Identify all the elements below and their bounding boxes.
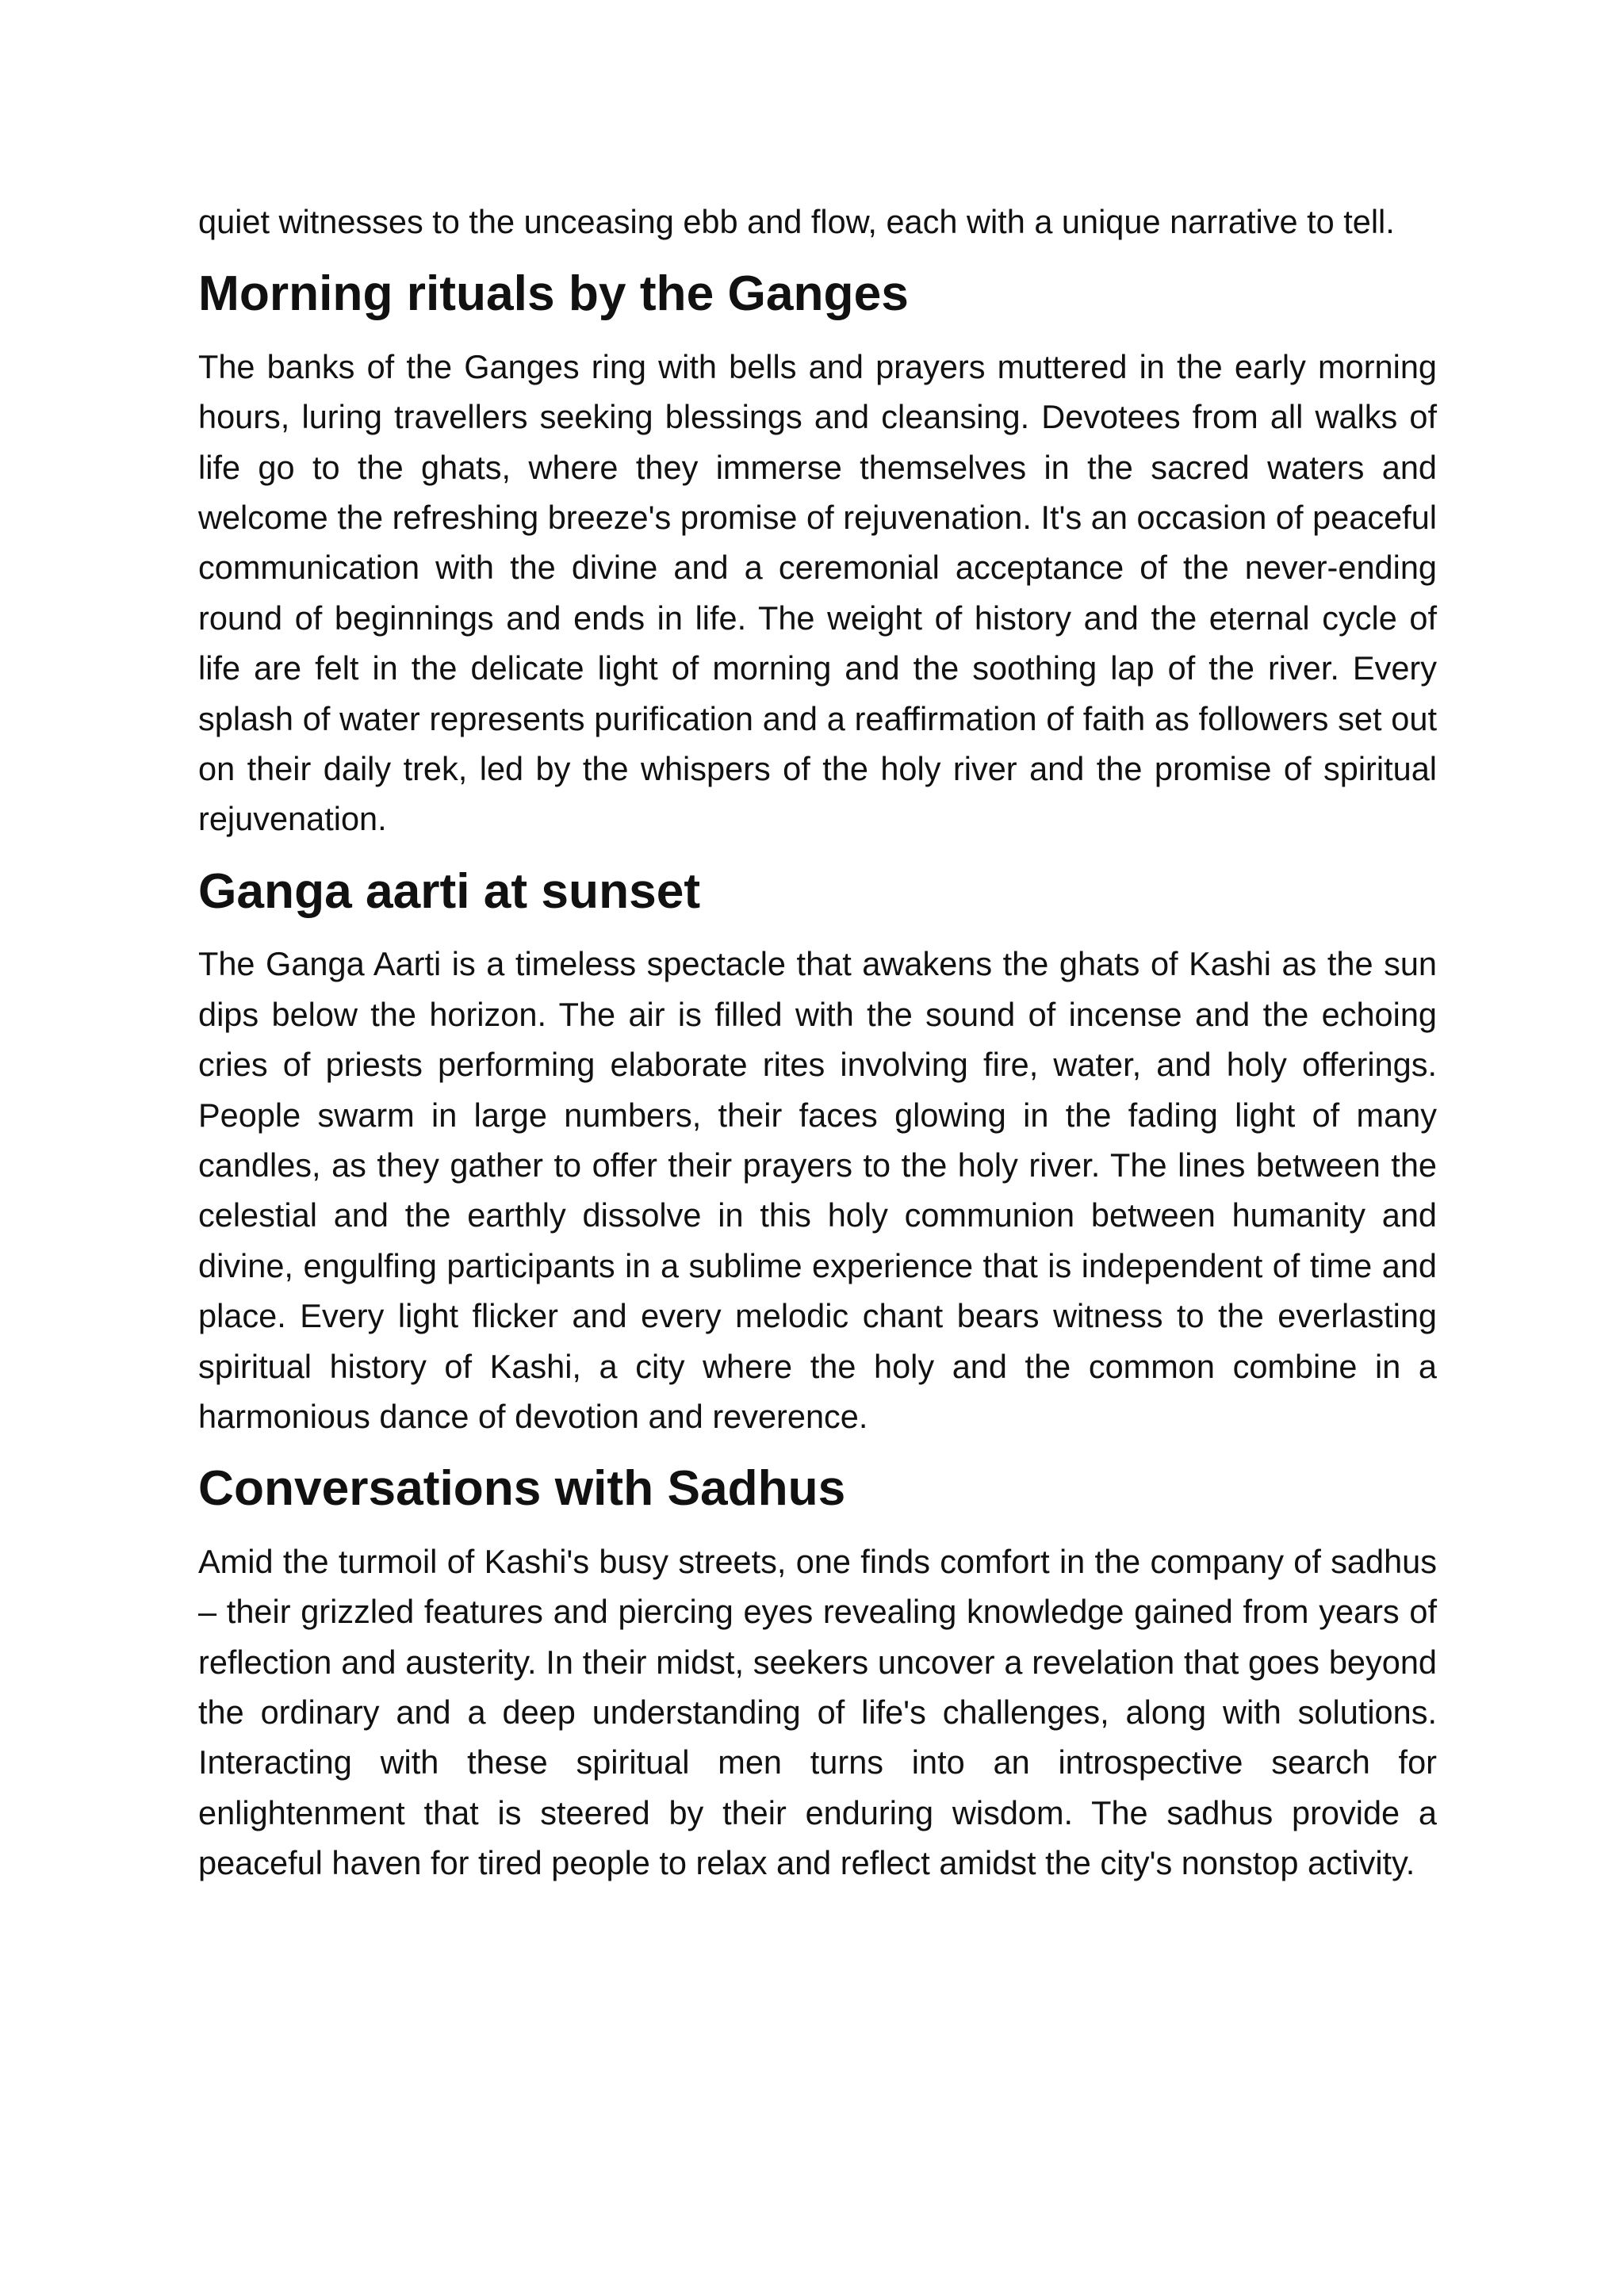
- section-heading-ganga-aarti: Ganga aarti at sunset: [198, 863, 701, 919]
- section-body-ganga-aarti: The Ganga Aarti is a timeless spectacle that awakens the ghats of Kashi as the sun dips below the horizon. The air is filled with the sound of incense and the echoing cries of priests performing elaborate rites involving fire, water, and holy offerings. People swarm in large numbers, their faces glowing in the fading light of many candles, as they gather to offer their prayers to the holy river. The lines between the celestial and the earthly dissolve in this holy communion between humanity and divine, engulfing participants in a sublime experience that is independent of time and place. Every light flicker and every melodic chant bears witness to the everlasting spiritual history of Kashi, a city where the holy and the common combine in a harmonious dance of devotion and reverence.: [198, 945, 1437, 1435]
- continuation-paragraph: quiet witnesses to the unceasing ebb and flow, each with a unique narrative to tell.: [198, 203, 1395, 240]
- section-body-sadhus: Amid the turmoil of Kashi's busy streets, one finds comfort in the company of sadhus – their grizzled features and piercing eyes revealing knowledge gained from years of reflection and austerity. In their midst, seekers uncover a revelation that goes beyond the ordinary and a deep understanding of life's challenges, along with solutions. Interacting with these spiritual men turns into an introspective search for enlightenment that is steered by their enduring wisdom. The sadhus provide a peaceful haven for tired people to relax and reflect amidst the city's nonstop activity.: [198, 1542, 1437, 1882]
- section-heading-sadhus: Conversations with Sadhus: [198, 1461, 846, 1517]
- section-body-morning-rituals: The banks of the Ganges ring with bells and prayers muttered in the early morning hours, luring travellers seeking blessings and cleansing. Devotees from all walks of life go to the ghats, where they immerse themselves in the sacred waters and welcome the refreshing breeze's promise of rejuvenation. It's an occasion of peaceful communication with the divine and a ceremonial acceptance of the never-ending round of beginnings and ends in life. The weight of history and the eternal cycle of life are felt in the delicate light of morning and the soothing lap of the river. Every splash of water represents purification and a reaffirmation of faith as followers set out on their daily trek, led by the whispers of the holy river and the promise of spiritual rejuvenation.: [198, 347, 1437, 838]
- section-heading-morning-rituals: Morning rituals by the Ganges: [198, 266, 909, 322]
- document-body: [198, 197, 1437, 1911]
